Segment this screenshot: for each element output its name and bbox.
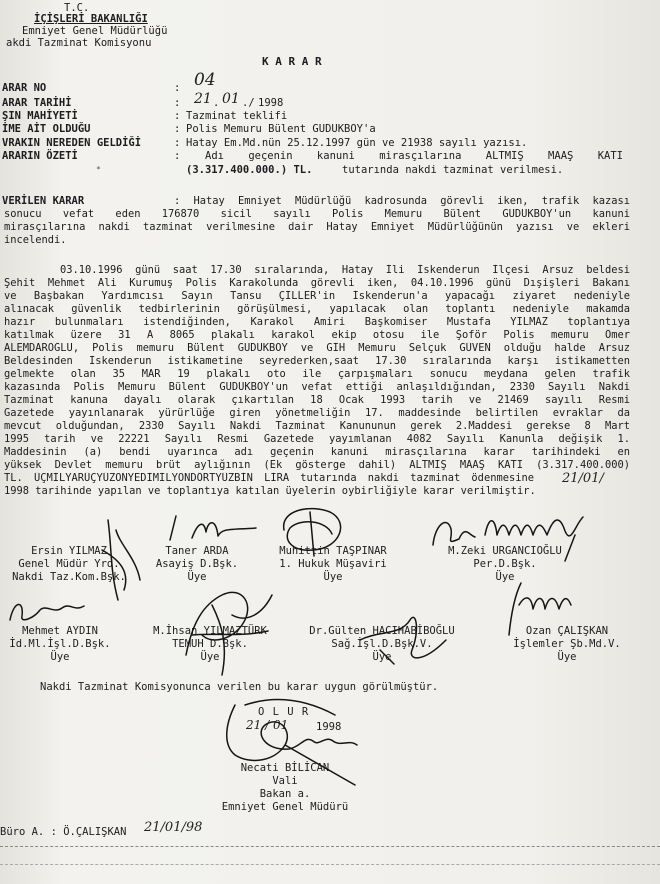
karar-ozeti-label: ARARIN ÖZETİ [2, 150, 78, 162]
footer-divider-2 [0, 864, 660, 865]
footer-divider-1 [0, 846, 660, 847]
body-line: 1995 tarih ve 22221 Sayılı Resmi Gazetede yayımlanan 4082 Sayılı Kanunla değişik 1. [4, 433, 630, 445]
member-role: Üye [200, 651, 220, 663]
body-line: TL. ÜÇMİLYARÜÇYÜZONYEDİMİLYONDÖRTYÜZBİN LİRA tutarında nakdi tazminat ödenmesine [4, 472, 534, 484]
evrak-value: Hatay Em.Md.nün 25.12.1997 gün ve 21938 sayılı yazısı. [186, 137, 528, 149]
body-line: kazasında Polis Memuru Bülent GUDUKBOY'un vefat ettiği anlaşıldığından, 2330 Sayılı Nakdi [4, 381, 630, 393]
karar-tarihi-sep1: . [213, 97, 220, 109]
member-role: Üye [495, 571, 515, 583]
kime-ait-value: Polis Memuru Bülent GUDUKBOY'a [186, 123, 376, 135]
body-line: Tazminat kanuna dayalı olarak çıkartılan 18 Ocak 1993 tarih ve 21469 sayılı Resmi [4, 394, 630, 406]
member-name: Mehmet AYDIN [22, 625, 98, 637]
member-name: Taner ARDA [165, 545, 229, 557]
karar-ozeti-colon: : [174, 150, 181, 162]
member-name: Muhittin TAŞPINAR [279, 545, 387, 557]
member-title: Per.D.Bşk. [473, 558, 537, 570]
member-role: Nakdi Taz.Kom.Bşk. [12, 571, 126, 583]
header-directorate: Emniyet Genel Müdürlüğü [22, 25, 168, 37]
body-line: alınacak güvenlik tedbirlerinin görüşülmesi, yapılacak olan toplantı nedeniyle makamda [4, 303, 630, 315]
body-paragraph [4, 264, 630, 498]
isin-mahiyeti-colon: : [174, 110, 181, 122]
olur-title-3: Emniyet Genel Müdürü [221, 801, 349, 813]
evrak-label: VRAKIN NEREDEN GELDİĞİ [2, 137, 142, 149]
member-name: Dr.Gülten HACIHABİBOĞLU [309, 625, 455, 637]
approval-text: Nakdi Tazminat Komisyonunca verilen bu karar uygun görülmüştür. [40, 681, 439, 693]
body-line: Beldesinden İskenderun istikametine seyrederken,saat 17.30 sıralarında karşı istikametten [4, 355, 630, 367]
footer-handwritten-date: 21/01/98 [144, 820, 203, 835]
verilen-karar-label: VERİLEN KARAR [2, 195, 85, 207]
document-title: K A R A R [262, 55, 322, 68]
olur-name: Necati BİLİCAN [240, 762, 330, 774]
verilen-karar-line: : Hatay Emniyet Müdürlüğü kadrosunda görevli iken, trafik kazası [174, 195, 630, 207]
karar-no-value: 04 [194, 70, 216, 90]
olur-handwritten-date: 21 / 01 [246, 718, 289, 732]
signature-dr-gulten-hacihabiboglu [350, 600, 460, 670]
olur-title-2: Bakan a. [259, 788, 311, 800]
body-line: katılmak üzere 31 A 8065 plakalı karakol ekip otosu ile Şoför Polis memuru Ömer [4, 329, 630, 341]
karar-tarihi-sep2: ./ [242, 97, 255, 109]
signature-mehmet-aydin [0, 590, 90, 630]
olur-year: 1998 [316, 721, 342, 733]
member-name: M.İhsan YILMAZTÜRK [153, 625, 267, 637]
karar-tarihi-month: 01 [222, 91, 240, 107]
member-role: Üye [50, 651, 70, 663]
signature-taner-arda [160, 512, 270, 547]
kime-ait-colon: : [174, 123, 181, 135]
body-line: ve Başbakan Yardımcısı Sayın Tansu ÇİLLER'in İskenderun'a yapacağı ziyaret nedeniyle [4, 290, 630, 302]
karar-no-label: ARAR NO [2, 82, 47, 94]
signature-ersin-yilmaz [90, 510, 150, 605]
evrak-colon: : [174, 137, 181, 149]
olur-word: O L U R [258, 706, 310, 718]
body-line: Gazetede yayınlanarak yürürlüğe giren yönetmeliğin 17. maddesinde belirtilen evraklar da [4, 407, 630, 419]
signature-ozan-caliskan [495, 575, 575, 645]
member-role: Üye [372, 651, 392, 663]
member-role: Üye [187, 571, 207, 583]
footer-label: Büro A. : Ö.ÇALIŞKAN [0, 826, 127, 838]
karar-no-colon: : [174, 82, 181, 94]
verilen-karar-line: mirasçılarına nakdi tazminat verilmesine dair Hatay Emniyet Müdürlüğünün yazısı ve ekleri [4, 221, 630, 233]
member-name: Ozan ÇALIŞKAN [525, 625, 609, 637]
member-title: İd.Ml.İşl.D.Bşk. [9, 638, 111, 650]
member-name: M.Zeki URGANCIOĞLU [448, 545, 562, 557]
signature-m-zeki-urgancioglu [425, 505, 595, 565]
header-tc: T.C. [64, 2, 90, 14]
stray-mark: * [96, 165, 101, 174]
isin-mahiyeti-label: ŞIN MAHİYETİ [2, 110, 78, 122]
body-line: mevcut olduğundan, 2330 Sayılı Nakdi Tazminat Kanununun gerek 2.Maddesi gerekse 8 Mart [4, 420, 630, 432]
body-line: gelmekte olan 35 MAR 19 plakalı oto ile çarpışmaları sonucu meydana gelen trafik [4, 368, 630, 380]
member-title: TEMUH D.Bşk. [172, 638, 248, 650]
body-line: ALEMDAROĞLU, Polis memuru Bülent GUDUKBOY ve GİH Memuru Selçuk GÜVEN olduğu halde Arsuz [4, 342, 630, 354]
member-title: Sağ.İşl.D.Bşk.V. [331, 638, 433, 650]
member-role: Üye [557, 651, 577, 663]
header-commission: akdi Tazminat Komisyonu [6, 37, 152, 49]
karar-ozeti-line1: Adı geçenin kanuni mirasçılarına ALTMIŞ MAAŞ KATI [205, 150, 623, 162]
body-line: yüksek Devlet memuru brüt aylığının (Ek gösterge dahil) ALTMIŞ MAAŞ KATI (3.317.400.000) [4, 459, 630, 471]
member-title: 1. Hukuk Müşaviri [279, 558, 387, 570]
member-title: İşlemler Şb.Md.V. [513, 638, 621, 650]
isin-mahiyeti-value: Tazminat teklifi [186, 110, 288, 122]
verilen-karar-line: incelendi. [4, 234, 67, 246]
member-title: Asayiş D.Bşk. [155, 558, 239, 570]
olur-title-1: Vali [272, 775, 298, 787]
member-role: Üye [323, 571, 343, 583]
karar-tarihi-colon: : [174, 97, 181, 109]
body-line: hazır bulunmaları istendiğinden, Karakol Amiri Başkomiser Mustafa YILMAZ toplantıya [4, 316, 630, 328]
karar-ozeti-amount: (3.317.400.000.) TL. [186, 164, 313, 176]
signature-necati-bilican [205, 685, 365, 795]
karar-tarihi-year: 1998 [258, 97, 284, 109]
karar-ozeti-line2: tutarında nakdi tazminat verilmesi. [342, 164, 564, 176]
kime-ait-label: İME AİT OLDUĞU [2, 123, 91, 135]
header-ministry: İÇİŞLERİ BAKANLIĞI [34, 13, 148, 25]
body-handwritten-date: 21/01/ [562, 471, 604, 486]
karar-tarihi-day: 21 [194, 91, 212, 107]
member-name: Ersin YILMAZ [31, 545, 107, 557]
body-line: 03.10.1996 günü saat 17.30 sıralarında, Hatay İli İskenderun İlçesi Arsuz beldesi [60, 264, 630, 276]
body-line: Maddesinin (a) bendi uyarınca adı geçenin kanuni mirasçılarına karar tarihindeki en [4, 446, 630, 458]
member-title: Genel Müdür Yrd. [18, 558, 120, 570]
karar-tarihi-label: ARAR TARİHİ [2, 97, 72, 109]
body-line: 1998 tarihinde yapılan ve toplantıya katılan üyelerin oybirliğiyle karar verilmiştir. [4, 485, 536, 497]
verilen-karar-line: sonucu vefat eden 176870 sicil sayılı Polis Memuru Bülent GUDUKBOY'un kanuni [4, 208, 630, 220]
verilen-karar-text [4, 195, 630, 247]
body-line: Şehit Mehmet Ali Kurumuş Polis Karakolunda görevli iken, 04.10.1996 günü Dışişleri Bakanı [4, 277, 630, 289]
signature-muhittin-taspinar [270, 500, 360, 560]
signature-m-ihsan-yilmazturk [172, 575, 282, 685]
